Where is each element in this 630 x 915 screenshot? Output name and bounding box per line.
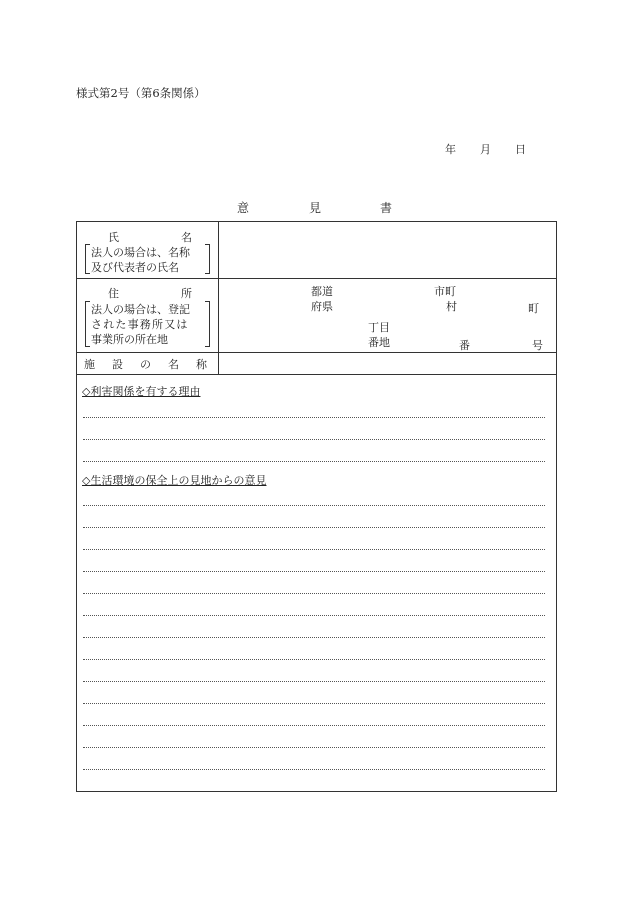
writing-line: [83, 461, 545, 462]
name-label-char-1: 氏: [108, 231, 119, 244]
writing-line: [83, 615, 545, 616]
facility-label-char: の: [140, 358, 151, 371]
bracket-right: [205, 301, 210, 347]
facility-label-char: 設: [112, 358, 123, 371]
address-note-line3: 事業所の所在地: [91, 333, 168, 346]
facility-name-input-cell[interactable]: [219, 353, 556, 374]
title-char-2: 見: [309, 201, 322, 215]
go-label: 号: [532, 339, 543, 352]
name-label-char-2: 名: [181, 231, 192, 244]
writing-line: [83, 527, 545, 528]
date-month: 月: [480, 143, 491, 156]
row-divider: [77, 374, 556, 375]
opinion-form-table: [76, 221, 557, 792]
address-note-line1: 法人の場合は、登記: [91, 303, 190, 316]
title-char-3: 書: [380, 201, 393, 215]
prefecture-bottom: 府県: [311, 300, 333, 313]
form-number: 様式第2号（第6条関係）: [76, 86, 206, 100]
banchi-label: 番地: [368, 336, 390, 349]
city-bottom: 村: [446, 300, 457, 313]
interest-reason-writing-area[interactable]: [77, 402, 556, 462]
bracket-left: [85, 244, 90, 274]
writing-line: [83, 417, 545, 418]
name-note-line1: 法人の場合は、名称: [91, 246, 190, 259]
writing-line: [83, 505, 545, 506]
environmental-opinion-writing-area[interactable]: [77, 492, 556, 782]
writing-line: [83, 747, 545, 748]
writing-line: [83, 725, 545, 726]
title-char-1: 意: [237, 201, 250, 215]
chome-label: 丁目: [368, 321, 390, 334]
facility-label-char: 施: [84, 358, 95, 371]
date-day: 日: [515, 143, 526, 156]
name-input-cell[interactable]: [219, 222, 556, 278]
name-note-line2: 及び代表者の氏名: [91, 261, 179, 274]
city-top: 市町: [434, 285, 456, 298]
writing-line: [83, 681, 545, 682]
address-label-char-1: 住: [108, 287, 119, 300]
writing-line: [83, 439, 545, 440]
address-label-char-2: 所: [181, 287, 192, 300]
writing-line: [83, 703, 545, 704]
writing-line: [83, 659, 545, 660]
prefecture-top: 都道: [311, 285, 333, 298]
writing-line: [83, 593, 545, 594]
facility-label-char: 名: [168, 358, 179, 371]
writing-line: [83, 769, 545, 770]
address-note-line2: された事務所又は: [91, 318, 189, 331]
ban-label: 番: [459, 339, 470, 352]
town-label: 町: [528, 302, 539, 315]
writing-line: [83, 571, 545, 572]
date-year: 年: [445, 143, 456, 156]
interest-reason-heading: ◇利害関係を有する理由: [82, 385, 201, 398]
address-input-cell[interactable]: [219, 279, 556, 352]
bracket-right: [205, 244, 210, 274]
writing-line: [83, 637, 545, 638]
writing-line: [83, 549, 545, 550]
bracket-left: [85, 301, 90, 347]
environmental-opinion-heading: ◇生活環境の保全上の見地からの意見: [82, 474, 267, 487]
facility-label-char: 称: [196, 358, 207, 371]
